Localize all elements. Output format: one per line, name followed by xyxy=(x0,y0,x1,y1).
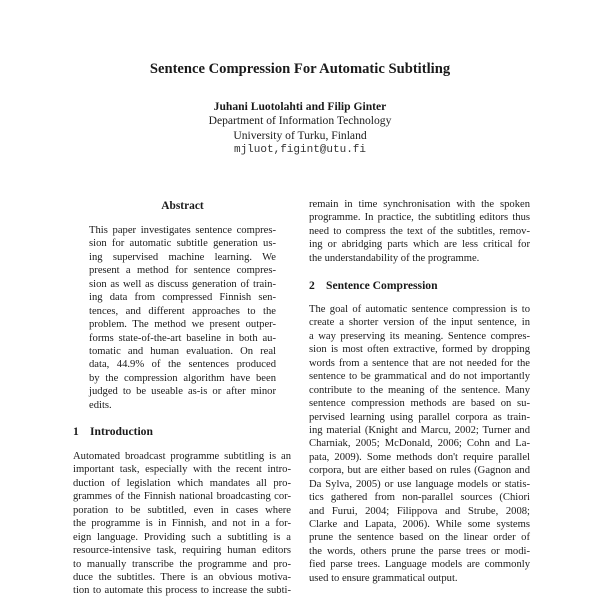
text-line: fied parse trees. Language models are commonly xyxy=(309,559,530,571)
section-title: Introduction xyxy=(90,425,153,438)
text-line: tion to automate this process to increase the subti- xyxy=(73,585,291,597)
paper-title: Sentence Compression For Automatic Subtitling xyxy=(149,61,451,77)
text-line: pata, 2009). Some methods don't require parallel xyxy=(309,451,530,463)
text-line: corpora, but are either based on rules (Gagnon and xyxy=(309,465,530,477)
text-line: ing data from compressed Finnish sen- xyxy=(89,292,276,304)
text-line: data, 44.9% of the sentences produced xyxy=(89,359,276,371)
text-line: The goal of automatic sentence compression is to xyxy=(309,304,530,315)
text-line: Automated broadcast programme subtitling is an xyxy=(73,451,291,462)
affiliation-department: Department of Information Technology xyxy=(208,114,392,128)
text-line: words from a sentence that are not needed for the xyxy=(309,357,530,369)
introduction-continued xyxy=(309,198,530,265)
affiliation-university: University of Turku, Finland xyxy=(233,128,367,142)
text-line: sentence to be grammatical and do not importantly xyxy=(309,371,530,383)
author-names: Juhani Luotolahti and Filip Ginter xyxy=(213,100,387,113)
text-line: poration to be subtitled, even in cases where xyxy=(73,504,291,516)
section-heading-introduction xyxy=(73,425,153,438)
text-line: the words, others prune the parse trees or modi- xyxy=(309,545,530,557)
text-line: contribute to the meaning of the sentence. Many xyxy=(309,384,530,396)
text-line: need to compress the text of the subtitles, remov- xyxy=(309,225,530,237)
text-line: judged to be useable as-is or after minor xyxy=(89,386,276,398)
text-line: prune the sentence based on the linear order of xyxy=(309,532,530,544)
text-line: programme. In practice, the subtitling editors thus xyxy=(309,212,530,224)
text-line: tences, and different approaches to the xyxy=(89,305,276,317)
section-heading-sentence-compression xyxy=(309,279,438,292)
text-line: the programme is in Finnish, and not in a for- xyxy=(73,518,291,530)
text-line: Charniak, 2005; McDonald, 2006; Cohn and La- xyxy=(309,438,530,450)
section-title: Sentence Compression xyxy=(326,279,438,292)
text-line: sentence compression methods are based on su- xyxy=(309,398,530,410)
abstract-body xyxy=(89,224,276,412)
text-line: by the compression algorithm have been xyxy=(89,372,276,384)
text-line: a way preserving its meaning. Sentence compres- xyxy=(309,330,530,342)
text-line: eign language. Providing such a subtitling is a xyxy=(73,531,291,543)
text-line: tics gathered from non-parallel sources (Chiori xyxy=(309,492,530,504)
text-line: used to ensure grammatical output. xyxy=(309,572,458,584)
text-line: sion is most often extractive, formed by dropping xyxy=(309,344,530,356)
sentence-compression-body xyxy=(309,303,530,585)
text-line: sion for automatic subtitle generation us- xyxy=(89,238,276,250)
text-line: remain in time synchronisation with the spoken xyxy=(309,199,530,210)
text-line: pervised learning using parallel corpora as train- xyxy=(309,411,530,423)
abstract-heading: Abstract xyxy=(161,200,204,212)
text-line: ing or abridging parts which are less critical for xyxy=(309,239,530,251)
text-line: edits. xyxy=(89,399,112,411)
text-line: sion as well as discuss generation of train- xyxy=(89,278,276,290)
text-line: ing supervised machine learning. We xyxy=(89,251,276,263)
introduction-body xyxy=(73,450,291,598)
text-line: Clarke and Lapata, 2006). While some systems xyxy=(309,519,530,530)
text-line: grammes of the Finnish national broadcasting cor- xyxy=(73,491,291,503)
text-line: resource-intensive task, requiring human editors xyxy=(73,545,291,557)
text-line: ing material (Knight and Marcu, 2002; Turner and xyxy=(309,424,530,436)
text-line: create a shorter version of the input sentence, in xyxy=(309,317,530,329)
text-line: present a method for sentence compres- xyxy=(89,265,276,277)
text-line: This paper investigates sentence compres- xyxy=(89,225,276,236)
author-email: mjluot,figint@utu.fi xyxy=(233,144,367,157)
text-line: and Furui, 2004; Filippova and Strube, 2008; xyxy=(309,505,530,517)
text-line: important task, especially with the recent intro- xyxy=(73,464,291,476)
text-line: problem. The method we present outper- xyxy=(89,319,276,331)
author-block xyxy=(0,100,600,158)
section-number: 1 xyxy=(73,425,79,438)
text-line: duction of legislation which mandates all pro- xyxy=(73,477,291,489)
text-line: duce the subtitles. There is an obvious motiva- xyxy=(73,571,291,583)
text-line: the understandability of the programme. xyxy=(309,252,480,264)
text-line: to manually transcribe the programme and pro- xyxy=(73,558,291,570)
text-line: Da Sylva, 2005) or use language models or statis- xyxy=(309,478,530,490)
section-number: 2 xyxy=(309,279,315,292)
text-line: forms state-of-the-art baseline in both au- xyxy=(89,332,276,344)
text-line: tomatic and human evaluation. On real xyxy=(89,345,276,357)
